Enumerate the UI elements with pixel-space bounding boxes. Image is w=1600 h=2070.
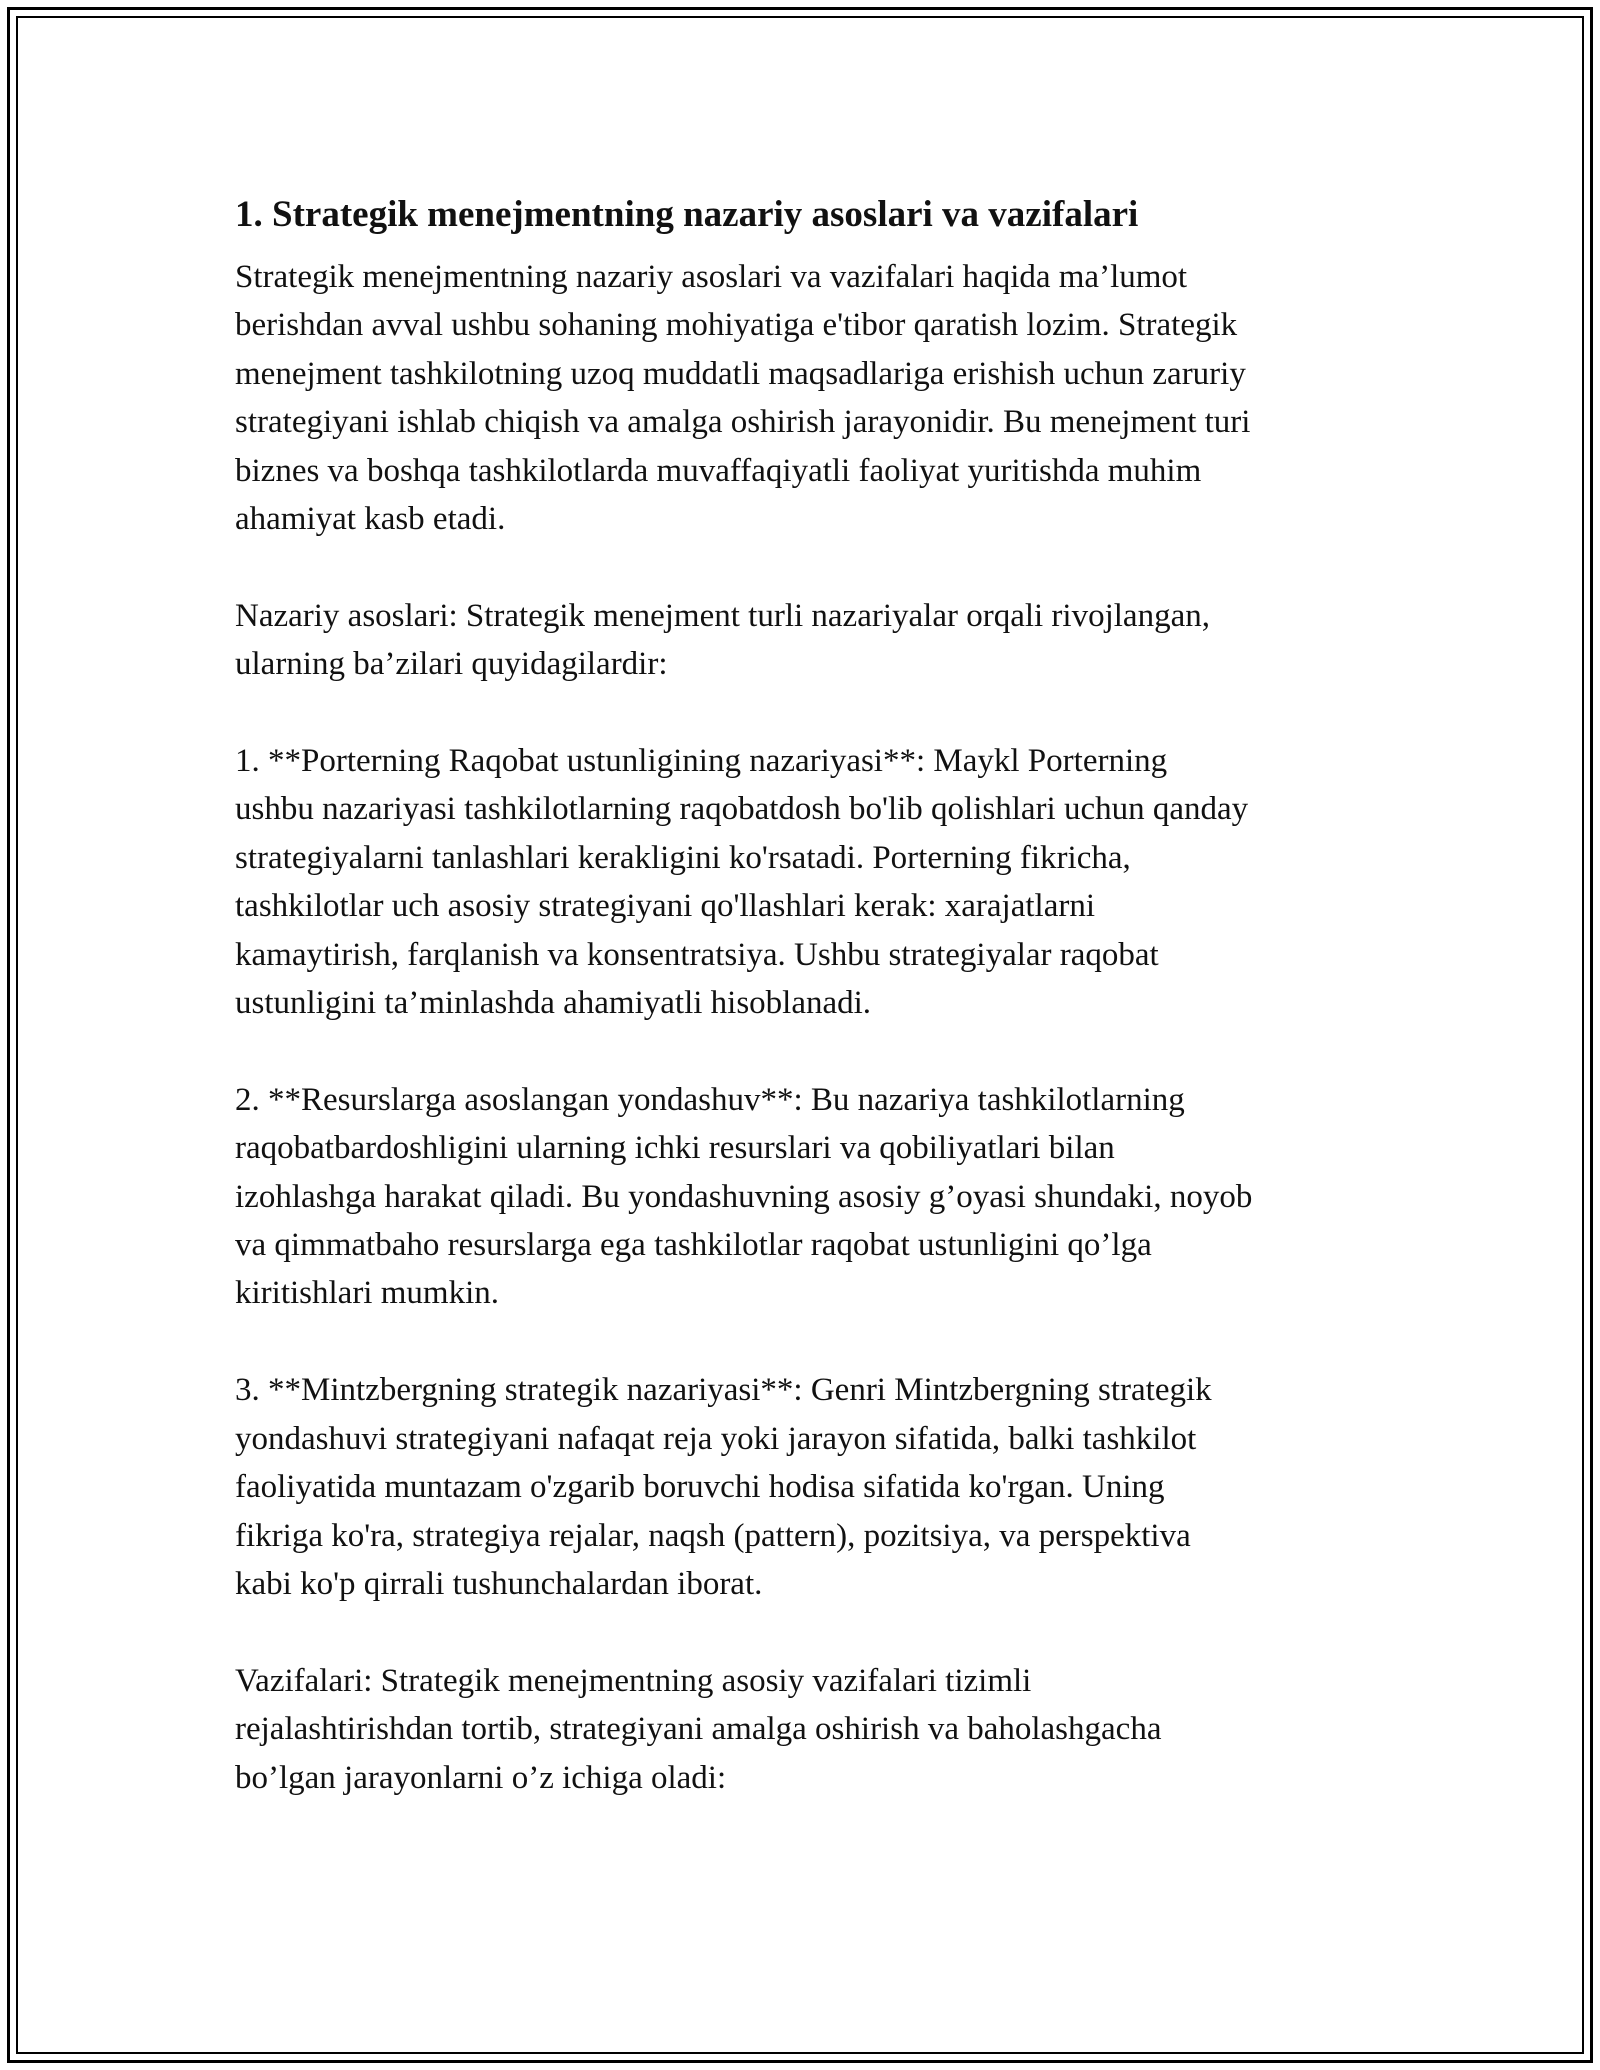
porter-theory-paragraph: 1. **Porterning Raqobat ustunligining nazariyasi**: Maykl Porterning ushbu nazariyasi tashkilotlarning raqobatdosh bo'lib qolishlari uchun qanday strategiyalarni tanlashlari kerakligini ko'rsatadi. Porterning fikricha, tashkilotlar uch asosiy strategiyani qo'llashlari kerak: xarajatlarni kamaytirish, farqlanish va konsentratsiya. Ushbu strategiyalar raqobat ustunligini ta’minlashda ahamiyatli hisoblanadi.	[235, 743, 1249, 1022]
tasks-paragraph: Vazifalari: Strategik menejmentning asosiy vazifalari tizimli rejalashtirishdan tortib, strategiyani amalga oshirish va baholashgacha bo’lgan jarayonlarni o’z ichiga oladi:	[235, 1662, 1162, 1796]
resource-based-paragraph: 2. **Resurslarga asoslangan yondashuv**: Bu nazariya tashkilotlarning raqobatbardoshligini ularning ichki resurslari va qobiliyatlari bilan izohlashga harakat qiladi. Bu yondashuvning asosiy g’oyasi shundaki, noyob va qimmatbaho resurslarga ega tashkilotlar raqobat ustunligini qo’lga kiritishlari mumkin.	[235, 1081, 1253, 1312]
document-body	[235, 185, 1375, 1850]
intro-paragraph: Strategik menejmentning nazariy asoslari va vazifalari haqida ma’lumot berishdan avval ushbu sohaning mohiyatiga e'tibor qaratish lozim. Strategik menejment tashkilotning uzoq muddatli maqsadlariga erishish uchun zaruriy strategiyani ishlab chiqish va amalga oshirish jarayonidir. Bu menejment turi biznes va boshqa tashkilotlarda muvaffaqiyatli faoliyat yuritishda muhim ahamiyat kasb etadi.	[235, 259, 1251, 538]
theory-intro-paragraph: Nazariy asoslari: Strategik menejment turli nazariyalar orqali rivojlangan, ularning ba’zilari quyidagilardir:	[235, 597, 1210, 683]
mintzberg-theory-paragraph: 3. **Mintzbergning strategik nazariyasi**: Genri Mintzbergning strategik yondashuvi strategiyani nafaqat reja yoki jarayon sifatida, balki tashkilot faoliyatida muntazam o'zgarib boruvchi hodisa sifatida ko'rgan. Uning fikriga ko'ra, strategiya rejalar, naqsh (pattern), pozitsiya, va perspektiva kabi ko'p qirrali tushunchalardan iborat.	[235, 1372, 1212, 1602]
section-heading: 1. Strategik menejmentning nazariy asoslari va vazifalari	[235, 194, 1139, 235]
